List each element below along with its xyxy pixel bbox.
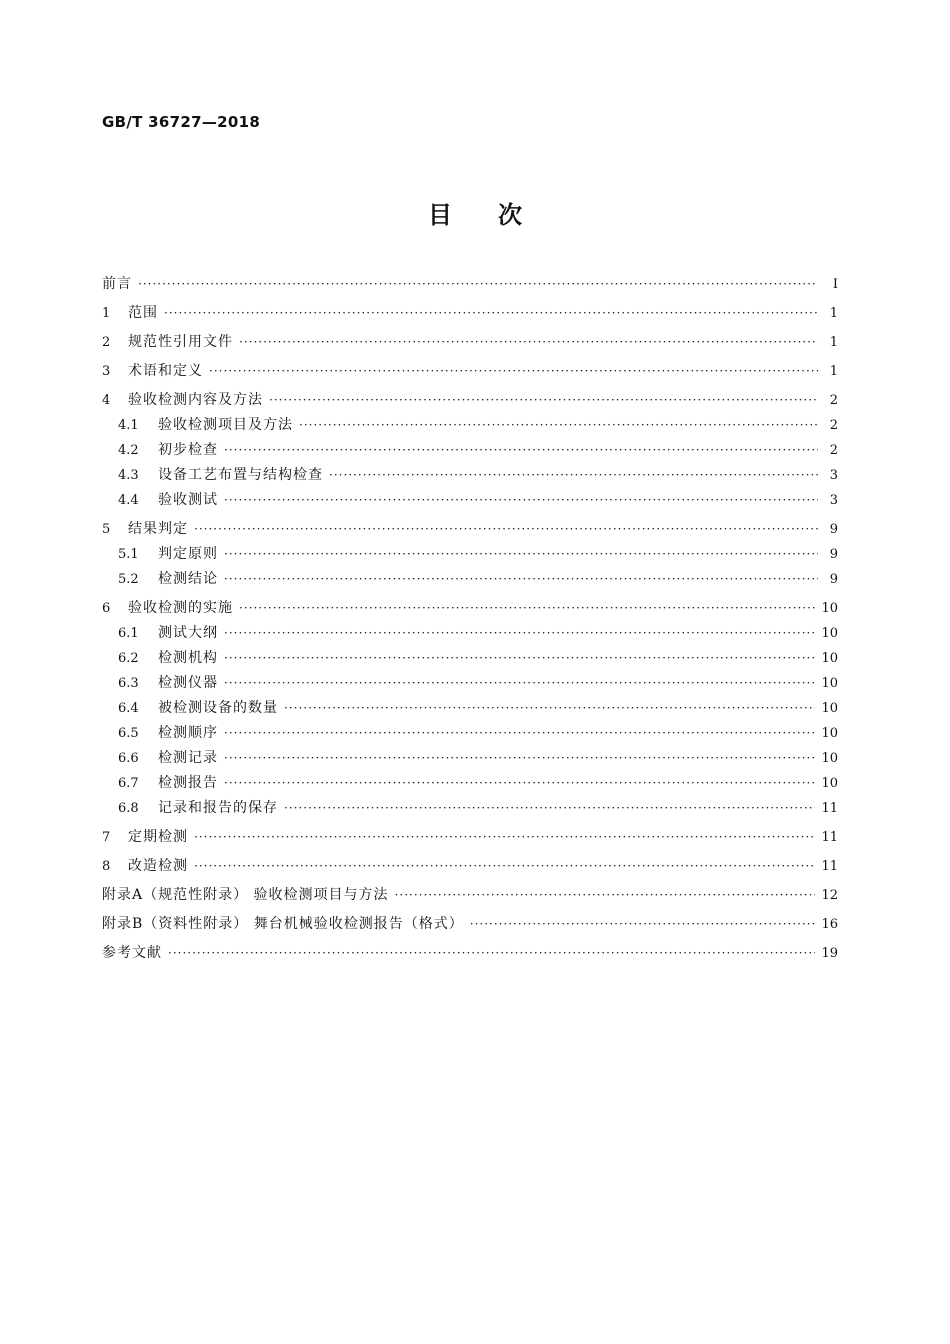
toc-entry-number: 6	[102, 601, 111, 616]
toc-entry-number: 6.5	[118, 726, 139, 741]
toc-entry-number: 6.4	[118, 701, 139, 716]
toc-entry-label: 记录和报告的保存	[158, 800, 278, 816]
toc-leader-dots	[284, 796, 815, 821]
toc-entry[interactable]	[102, 438, 838, 463]
toc-leader-dots	[239, 596, 815, 621]
toc-entry-page: 12	[821, 888, 838, 903]
toc-entry-number: 6.6	[118, 751, 139, 766]
toc-entry-label: 范围	[128, 305, 158, 321]
toc-entry[interactable]	[102, 301, 838, 326]
toc-entry-number: 4	[102, 393, 111, 408]
toc-entry-label: 被检测设备的数量	[158, 700, 278, 716]
toc-entry[interactable]	[102, 272, 838, 297]
toc-entry-page: 10	[821, 726, 838, 741]
table-of-contents	[102, 272, 838, 966]
toc-entry-page: 10	[821, 626, 838, 641]
toc-entry-label: 规范性引用文件	[128, 334, 233, 350]
toc-entry[interactable]	[102, 646, 838, 671]
toc-entry-number: 4.2	[118, 443, 139, 458]
toc-leader-dots	[239, 330, 818, 355]
toc-entry[interactable]	[102, 388, 838, 413]
toc-leader-dots	[224, 746, 815, 771]
toc-entry-number: 4.1	[118, 418, 139, 433]
toc-entry-page: 11	[821, 830, 838, 845]
toc-leader-dots	[224, 438, 818, 463]
toc-entry-label: 检测结论	[158, 571, 218, 587]
toc-leader-dots	[138, 272, 818, 297]
toc-leader-dots	[164, 301, 818, 326]
standard-code: GB/T 36727—2018	[102, 113, 261, 131]
toc-leader-dots	[224, 621, 815, 646]
toc-entry-page: 10	[821, 676, 838, 691]
toc-leader-dots	[168, 941, 815, 966]
toc-entry-page: 9	[829, 522, 838, 537]
toc-entry-page: 10	[821, 651, 838, 666]
toc-entry-number: 6.8	[118, 801, 139, 816]
toc-leader-dots	[224, 646, 815, 671]
toc-entry-page: 10	[821, 701, 838, 716]
toc-entry-page: 19	[821, 946, 838, 961]
toc-entry-number: 8	[102, 859, 111, 874]
toc-entry-label: 附录A（规范性附录） 验收检测项目与方法	[102, 887, 389, 903]
toc-entry[interactable]	[102, 771, 838, 796]
toc-entry-page: 10	[821, 776, 838, 791]
toc-entry-page: 3	[829, 468, 838, 483]
toc-entry-number: 5.1	[118, 547, 139, 562]
toc-entry[interactable]	[102, 746, 838, 771]
toc-entry-label: 验收测试	[158, 492, 218, 508]
toc-entry-page: 10	[821, 601, 838, 616]
toc-entry-label: 测试大纲	[158, 625, 218, 641]
toc-entry-number: 2	[102, 335, 111, 350]
toc-entry-page: 11	[821, 859, 838, 874]
toc-entry-page: 3	[829, 493, 838, 508]
toc-leader-dots	[284, 696, 815, 721]
toc-entry[interactable]	[102, 796, 838, 821]
toc-entry[interactable]	[102, 941, 838, 966]
toc-entry[interactable]	[102, 359, 838, 384]
toc-entry-number: 6.7	[118, 776, 139, 791]
toc-entry-number: 6.2	[118, 651, 139, 666]
toc-entry-label: 验收检测项目及方法	[158, 417, 293, 433]
toc-entry-label: 定期检测	[128, 829, 188, 845]
toc-leader-dots	[470, 912, 816, 937]
toc-entry-page: 2	[829, 418, 838, 433]
toc-entry-page: 11	[821, 801, 838, 816]
toc-leader-dots	[194, 825, 815, 850]
toc-entry-number: 4.4	[118, 493, 139, 508]
toc-leader-dots	[224, 721, 815, 746]
toc-entry[interactable]	[102, 596, 838, 621]
toc-entry-page: 1	[829, 364, 838, 379]
page-title: 目次	[428, 201, 568, 229]
toc-entry-number: 4.3	[118, 468, 139, 483]
toc-entry-page: 2	[829, 443, 838, 458]
toc-entry-label: 检测仪器	[158, 675, 218, 691]
toc-entry-page: 1	[829, 335, 838, 350]
toc-entry[interactable]	[102, 621, 838, 646]
toc-entry-label: 结果判定	[128, 521, 188, 537]
toc-leader-dots	[395, 883, 816, 908]
toc-entry-label: 改造检测	[128, 858, 188, 874]
toc-entry-label: 参考文献	[102, 945, 162, 961]
toc-entry[interactable]	[102, 567, 838, 592]
toc-entry-number: 5	[102, 522, 111, 537]
toc-entry[interactable]	[102, 330, 838, 355]
toc-entry-number: 5.2	[118, 572, 139, 587]
toc-entry[interactable]	[102, 883, 838, 908]
toc-leader-dots	[194, 854, 815, 879]
toc-entry-number: 6.3	[118, 676, 139, 691]
toc-entry-number: 6.1	[118, 626, 139, 641]
toc-entry-number: 1	[102, 306, 111, 321]
toc-entry-label: 术语和定义	[128, 363, 203, 379]
toc-entry-page: Ⅰ	[832, 277, 838, 292]
toc-leader-dots	[329, 463, 818, 488]
toc-entry-page: 10	[821, 751, 838, 766]
toc-entry-label: 检测记录	[158, 750, 218, 766]
toc-entry[interactable]	[102, 542, 838, 567]
toc-entry-label: 检测机构	[158, 650, 218, 666]
toc-leader-dots	[194, 517, 818, 542]
toc-entry-label: 验收检测内容及方法	[128, 392, 263, 408]
toc-entry-label: 初步检查	[158, 442, 218, 458]
toc-leader-dots	[224, 488, 818, 513]
toc-entry[interactable]	[102, 463, 838, 488]
toc-leader-dots	[224, 542, 818, 567]
toc-entry-number: 3	[102, 364, 111, 379]
toc-entry[interactable]	[102, 912, 838, 937]
toc-entry[interactable]	[102, 825, 838, 850]
toc-leader-dots	[224, 567, 818, 592]
toc-entry-label: 验收检测的实施	[128, 600, 233, 616]
toc-entry[interactable]	[102, 517, 838, 542]
toc-leader-dots	[269, 388, 818, 413]
toc-leader-dots	[224, 671, 815, 696]
toc-entry-page: 1	[829, 306, 838, 321]
toc-entry[interactable]	[102, 671, 838, 696]
toc-entry-number: 7	[102, 830, 111, 845]
toc-entry[interactable]	[102, 854, 838, 879]
toc-entry[interactable]	[102, 696, 838, 721]
toc-entry-page: 16	[821, 917, 838, 932]
toc-entry[interactable]	[102, 413, 838, 438]
toc-entry-label: 设备工艺布置与结构检查	[158, 467, 323, 483]
toc-entry-label: 判定原则	[158, 546, 218, 562]
toc-entry[interactable]	[102, 721, 838, 746]
toc-entry-page: 2	[829, 393, 838, 408]
toc-leader-dots	[299, 413, 818, 438]
toc-entry-label: 检测顺序	[158, 725, 218, 741]
toc-leader-dots	[224, 771, 815, 796]
toc-entry[interactable]	[102, 488, 838, 513]
toc-leader-dots	[209, 359, 818, 384]
toc-entry-label: 检测报告	[158, 775, 218, 791]
toc-entry-page: 9	[829, 572, 838, 587]
toc-entry-label: 前言	[102, 276, 132, 292]
toc-entry-label: 附录B（资料性附录） 舞台机械验收检测报告（格式）	[102, 916, 464, 932]
toc-entry-page: 9	[829, 547, 838, 562]
